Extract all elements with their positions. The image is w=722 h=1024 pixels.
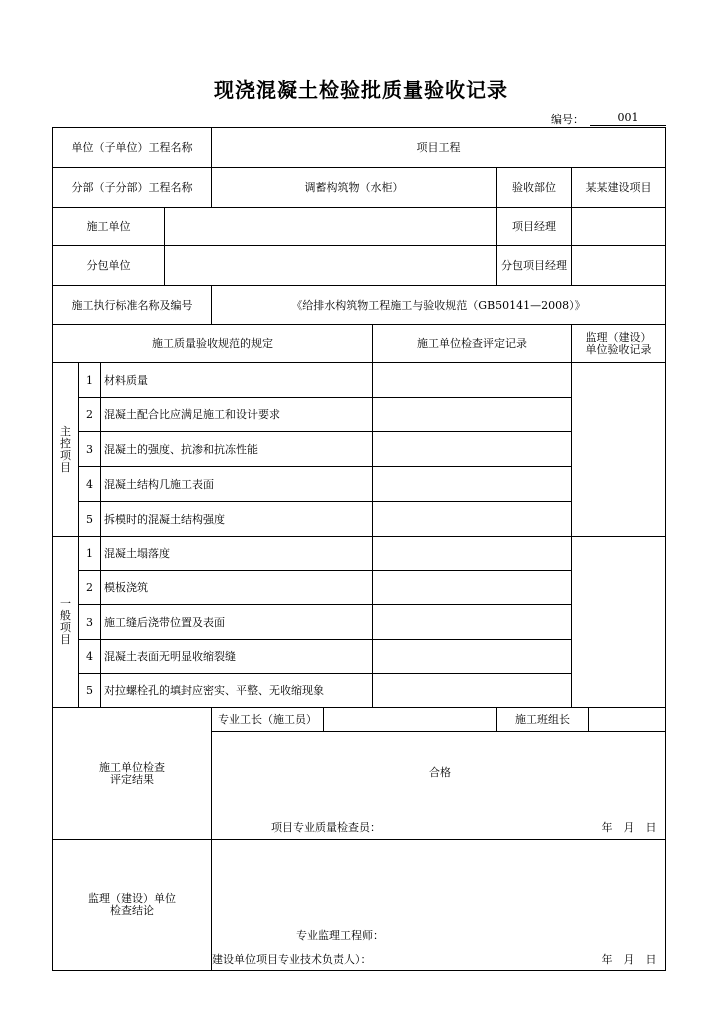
supervisor-result-line2: 检查结论 — [110, 904, 154, 917]
foreman-value[interactable] — [324, 708, 496, 731]
group-char: 般 — [60, 609, 71, 622]
general-item-no: 5 — [86, 684, 93, 697]
general-item-text: 混凝土表面无明显收缩裂缝 — [104, 650, 236, 663]
col-line — [372, 324, 373, 707]
main-item-text: 混凝土的强度、抗渗和抗冻性能 — [104, 442, 258, 456]
supervisor-date: 年 月 日 — [601, 952, 657, 966]
supervising-engineer-label: 专业监理工程师： — [296, 928, 384, 942]
column-supervisor-line2: 单位验收记录 — [585, 342, 652, 356]
subdivision-value[interactable]: 调蓄构筑物（水柜） — [304, 181, 404, 194]
subdivision-label: 分部（子分部）工程名称 — [71, 181, 193, 194]
general-item-no: 4 — [86, 650, 93, 663]
group-char: 主 — [60, 424, 71, 438]
general-item-text: 施工缝后浇带位置及表面 — [104, 615, 225, 629]
standard-label: 施工执行标准名称及编号 — [71, 298, 193, 312]
unit-project-value[interactable]: 项目工程 — [416, 141, 461, 154]
contractor-date: 年 月 日 — [601, 820, 657, 834]
main-item-no: 2 — [86, 408, 93, 421]
contractor-result-value[interactable]: 合格 — [429, 765, 451, 779]
form-border-right — [665, 127, 666, 970]
main-item-text: 混凝土结构几施工表面 — [104, 477, 214, 491]
row-line — [211, 731, 666, 732]
general-item-text: 对拉螺栓孔的填封应密实、平整、无收缩现象 — [104, 684, 324, 697]
main-item-no: 1 — [86, 373, 93, 387]
owner-tech-lead-label: 建设单位项目专业技术负责人）： — [212, 952, 372, 966]
main-item-text: 拆模时的混凝土结构强度 — [104, 512, 225, 526]
supervisor-result-line1: 监理（建设）单位 — [88, 892, 176, 905]
contractor-result-line1: 施工单位检查 — [99, 760, 165, 774]
subcontractor-label: 分包单位 — [86, 259, 131, 272]
general-items-group-label — [53, 537, 78, 707]
group-char: 一 — [60, 597, 71, 610]
main-item-no: 5 — [86, 512, 93, 526]
project-manager-label: 项目经理 — [512, 220, 556, 233]
main-item-text: 混凝土配合比应满足施工和设计要求 — [104, 408, 280, 421]
team-leader-label: 施工班组长 — [515, 713, 570, 726]
form-border-bottom — [52, 970, 666, 971]
contractor-result-line2: 评定结果 — [110, 772, 154, 786]
column-supervisor-record — [572, 325, 665, 362]
group-char: 项 — [60, 621, 71, 634]
general-item-text: 混凝土塌落度 — [104, 547, 170, 560]
page-title: 现浇混凝土检验批质量验收记录 — [214, 78, 508, 102]
general-item-no: 1 — [86, 547, 93, 560]
team-leader-value[interactable] — [589, 708, 665, 731]
main-item-no: 3 — [86, 442, 93, 456]
number-value[interactable]: 001 — [590, 111, 666, 126]
acceptance-part-value[interactable]: 某某建设项目 — [585, 181, 652, 194]
column-supervisor-line1: 监理（建设） — [585, 330, 652, 344]
inspector-label: 项目专业质量检查员： — [271, 820, 381, 834]
general-item-no: 3 — [86, 615, 93, 629]
column-contractor-record: 施工单位检查评定记录 — [417, 337, 527, 350]
general-item-no: 2 — [86, 581, 93, 594]
project-manager-value[interactable] — [572, 208, 665, 245]
foreman-label: 专业工长（施工员） — [218, 713, 317, 726]
supervisor-result-label — [53, 840, 211, 970]
group-char: 目 — [60, 633, 71, 646]
col-line — [211, 707, 212, 970]
contractor-result-label — [53, 708, 211, 839]
col-line — [571, 324, 572, 707]
main-item-text: 材料质量 — [104, 373, 148, 387]
subcontractor-value[interactable] — [165, 246, 496, 285]
standard-value[interactable]: 《给排水构筑物工程施工与验收规范（GB50141—2008）》 — [291, 298, 586, 312]
unit-project-label: 单位（子单位）工程名称 — [71, 141, 193, 154]
general-item-text: 模板浇筑 — [104, 581, 148, 594]
column-spec: 施工质量验收规范的规定 — [152, 337, 273, 350]
main-items-group-label — [53, 363, 78, 536]
group-char: 目 — [60, 460, 71, 474]
number-label: 编号： — [551, 113, 584, 126]
group-char: 控 — [60, 436, 71, 450]
contractor-value[interactable] — [165, 208, 496, 245]
contractor-label: 施工单位 — [86, 220, 131, 233]
group-char: 项 — [60, 448, 71, 462]
acceptance-part-label: 验收部位 — [512, 181, 556, 194]
main-item-no: 4 — [86, 477, 93, 491]
sub-manager-label: 分包项目经理 — [501, 259, 567, 272]
sub-manager-value[interactable] — [572, 246, 665, 285]
